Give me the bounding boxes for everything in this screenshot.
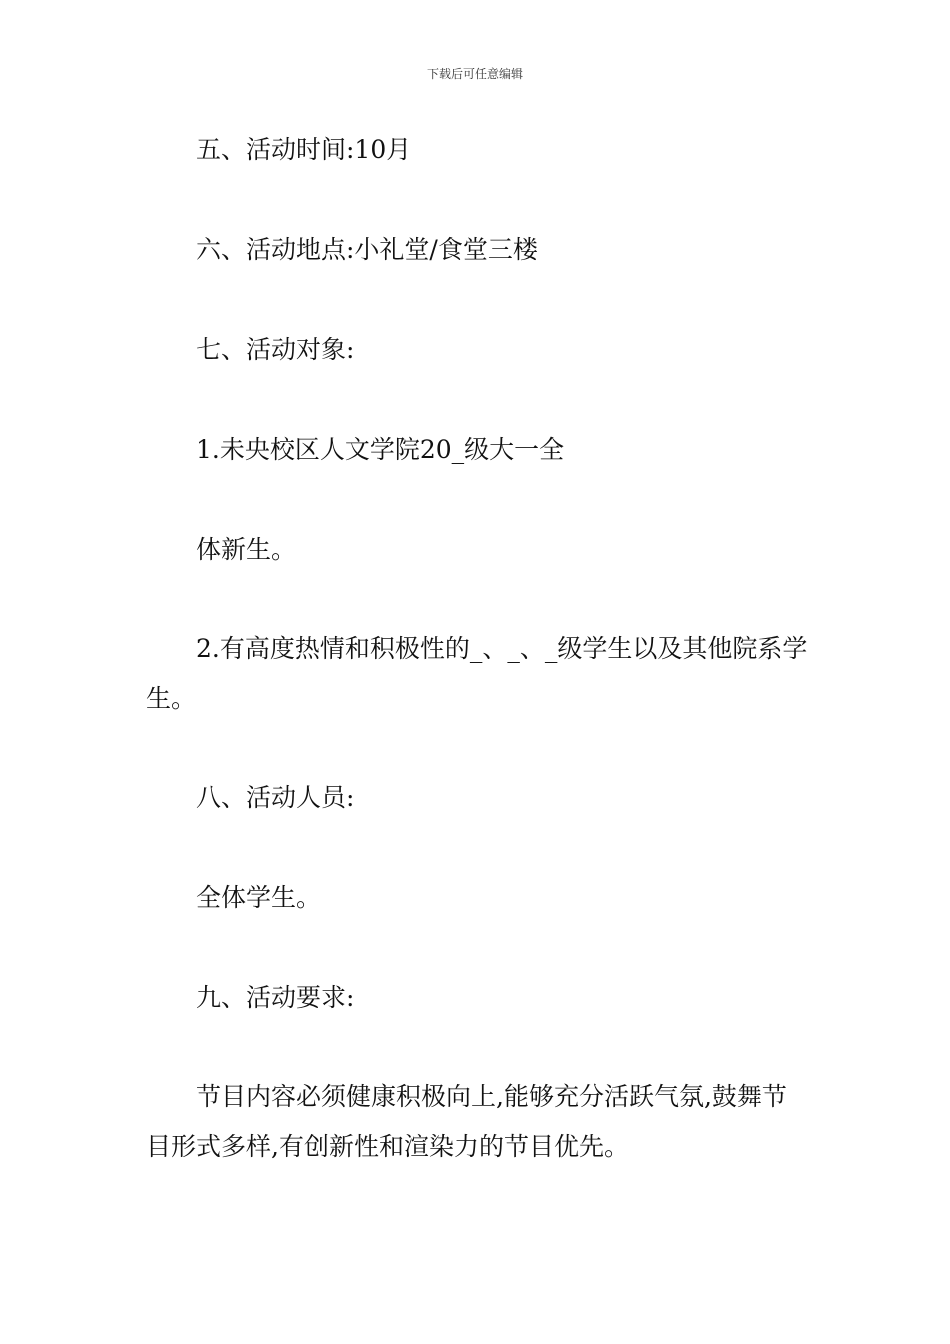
personnel-text: 全体学生。 [196,883,322,912]
section-5-activity-time: 五、活动时间:10月 [196,135,412,164]
target-item-1: 1.未央校区人文学院20_级大一全 [196,435,565,464]
page-header: 下载后可任意编辑 [426,67,523,81]
section-8-activity-personnel: 八、活动人员: [196,783,355,812]
target-item-2: 2.有高度热情和积极性的_、_、_级学生以及其他院系学生。 [146,634,808,713]
section-9-activity-requirements: 九、活动要求: [196,983,355,1012]
requirements-text: 节目内容必须健康积极向上,能够充分活跃气氛,鼓舞节目形式多样,有创新性和渲染力的节目优先。 [146,1082,787,1161]
section-6-activity-location: 六、活动地点:小礼堂/食堂三楼 [196,235,538,264]
section-7-activity-target: 七、活动对象: [196,335,355,364]
target-item-1-continued: 体新生。 [196,535,297,564]
